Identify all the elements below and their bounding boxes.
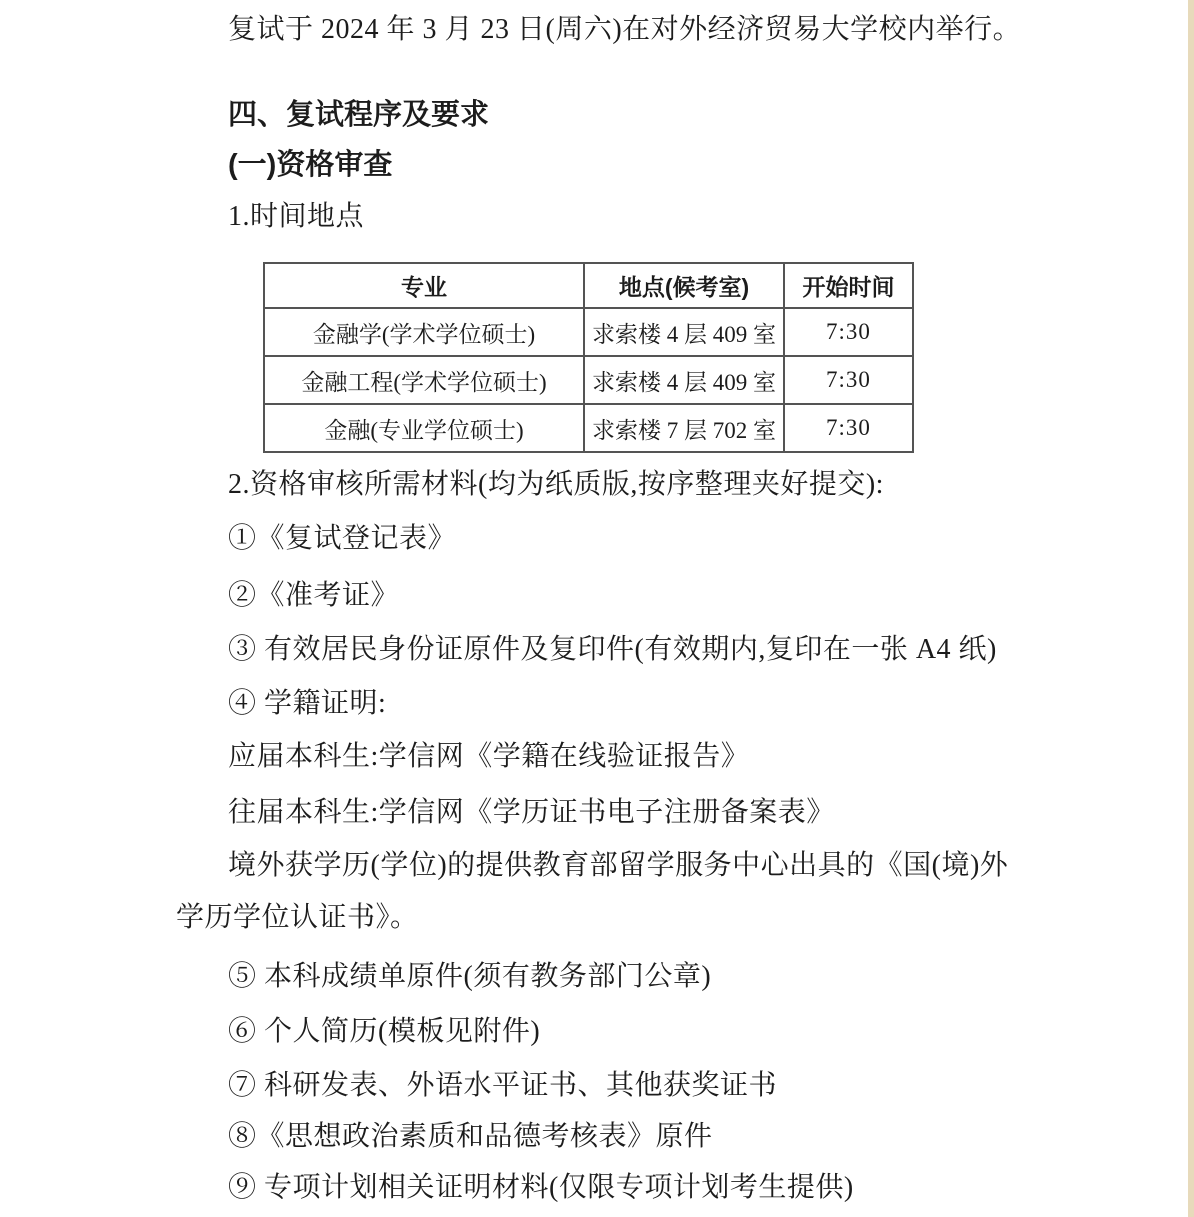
table-row xyxy=(264,404,913,452)
material-item-2: ②《准考证》 xyxy=(228,580,400,611)
material-item-9: ⑨ 专项计划相关证明材料(仅限专项计划考生提供) xyxy=(228,1172,854,1203)
cell-location: 求索楼 4 层 409 室 xyxy=(584,356,784,404)
materials-label: 2.资格审核所需材料(均为纸质版,按序整理夹好提交): xyxy=(228,469,884,500)
material-item-7: ⑦ 科研发表、外语水平证书、其他获奖证书 xyxy=(228,1070,778,1101)
intro-paragraph: 复试于 2024 年 3 月 23 日(周六)在对外经济贸易大学校内举行。 xyxy=(228,14,1022,45)
material-item-8: ⑧《思想政治素质和品德考核表》原件 xyxy=(228,1121,713,1152)
cell-start-time: 7:30 xyxy=(784,404,913,452)
cell-location: 求索楼 7 层 702 室 xyxy=(584,404,784,452)
material-item-6: ⑥ 个人简历(模板见附件) xyxy=(228,1016,541,1047)
cell-major: 金融(专业学位硕士) xyxy=(264,404,584,452)
schedule-table xyxy=(263,262,914,453)
header-major: 专业 xyxy=(264,263,584,308)
schedule-header-row xyxy=(264,263,913,308)
cell-major: 金融工程(学术学位硕士) xyxy=(264,356,584,404)
cell-location: 求索楼 4 层 409 室 xyxy=(584,308,784,356)
cell-major: 金融学(学术学位硕士) xyxy=(264,308,584,356)
material-item-1: ①《复试登记表》 xyxy=(228,523,457,554)
material-item-3: ③ 有效居民身份证原件及复印件(有效期内,复印在一张 A4 纸) xyxy=(228,634,997,665)
material-item-4-previous-students: 往届本科生:学信网《学历证书电子注册备案表》 xyxy=(228,797,835,828)
table-row xyxy=(264,356,913,404)
material-item-4: ④ 学籍证明: xyxy=(228,688,387,719)
time-location-label: 1.时间地点 xyxy=(228,201,365,232)
material-item-4-overseas-line2: 学历学位认证书》。 xyxy=(176,902,419,933)
section-heading: 四、复试程序及要求 xyxy=(228,99,490,131)
material-item-4-overseas-line1: 境外获学历(学位)的提供教育部留学服务中心出具的《国(境)外 xyxy=(228,850,1009,881)
subsection-heading: (一)资格审查 xyxy=(228,149,393,181)
header-start-time: 开始时间 xyxy=(784,263,913,308)
table-row xyxy=(264,308,913,356)
cell-start-time: 7:30 xyxy=(784,308,913,356)
page-edge-strip xyxy=(1188,0,1194,1217)
material-item-4-current-students: 应届本科生:学信网《学籍在线验证报告》 xyxy=(228,741,750,772)
header-location: 地点(候考室) xyxy=(584,263,784,308)
material-item-5: ⑤ 本科成绩单原件(须有教务部门公章) xyxy=(228,961,712,992)
cell-start-time: 7:30 xyxy=(784,356,913,404)
